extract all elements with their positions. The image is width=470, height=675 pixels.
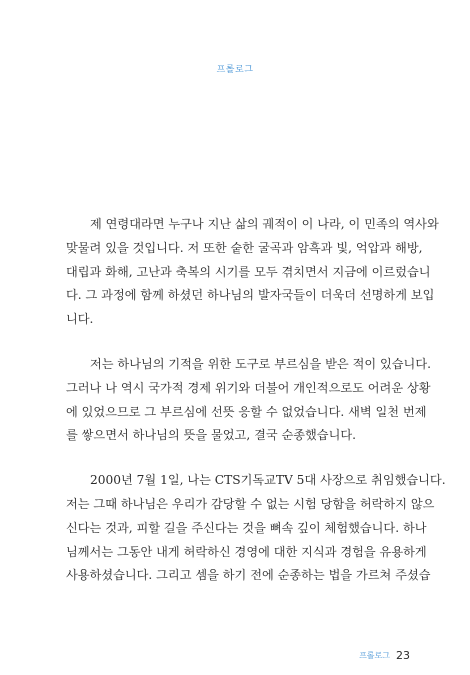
text-line: 사용하셨습니다. 그리고 셈을 하기 전에 순종하는 법을 가르쳐 주셨습: [66, 568, 431, 583]
body-text: [66, 213, 446, 609]
text-line: 저는 그때 하나님은 우리가 감당할 수 없는 시험 당함을 허락하지 않으: [66, 496, 435, 511]
footer-chapter-label: 프롤로그: [359, 651, 390, 660]
paragraph-2: [66, 353, 431, 448]
text-line: 제 연령대라면 누구나 지난 삶의 궤적이 이 나라, 이 민족의 역사와: [90, 217, 439, 231]
page-number: 23: [396, 649, 410, 662]
text-line: 2000년 7월 1일, 나는 CTS기독교TV 5대 사장으로 취임했습니다.: [90, 473, 446, 488]
text-line: 님께서는 그동안 내게 허락하신 경영에 대한 지식과 경험을 유용하게: [66, 544, 427, 559]
text-line: 저는 하나님의 기적을 위한 도구로 부르심을 받은 적이 있습니다.: [90, 356, 431, 371]
chapter-header: 프롤로그: [216, 65, 254, 75]
text-line: 니다.: [66, 312, 94, 327]
text-line: 다. 그 과정에 함께 하셨던 하나님의 발자국들이 더욱더 선명하게 보입: [66, 288, 435, 303]
text-line: 대립과 화해, 고난과 축복의 시기를 모두 겪치면서 지금에 이르렀습니: [66, 264, 431, 279]
text-line: 를 쌓으면서 하나님의 뜻을 물었고, 결국 순종했습니다.: [66, 428, 357, 443]
page-footer: [320, 645, 410, 661]
paragraph-3: [66, 469, 446, 588]
text-line: 맞물려 있을 것입니다. 저 또한 숱한 굴곡과 암흑과 빛, 억압과 해방,: [66, 240, 423, 255]
text-line: 그러나 나 역시 국가적 경제 위기와 더불어 개인적으로도 어려운 상황: [66, 380, 431, 395]
text-line: 에 있었으므로 그 부르심에 선뜻 응할 수 없었습니다. 새벽 일천 번제: [66, 404, 427, 419]
text-line: 신다는 것과, 피할 길을 주신다는 것을 뼈속 깊이 체험했습니다. 하나: [66, 520, 427, 535]
paragraph-1: [66, 213, 439, 332]
